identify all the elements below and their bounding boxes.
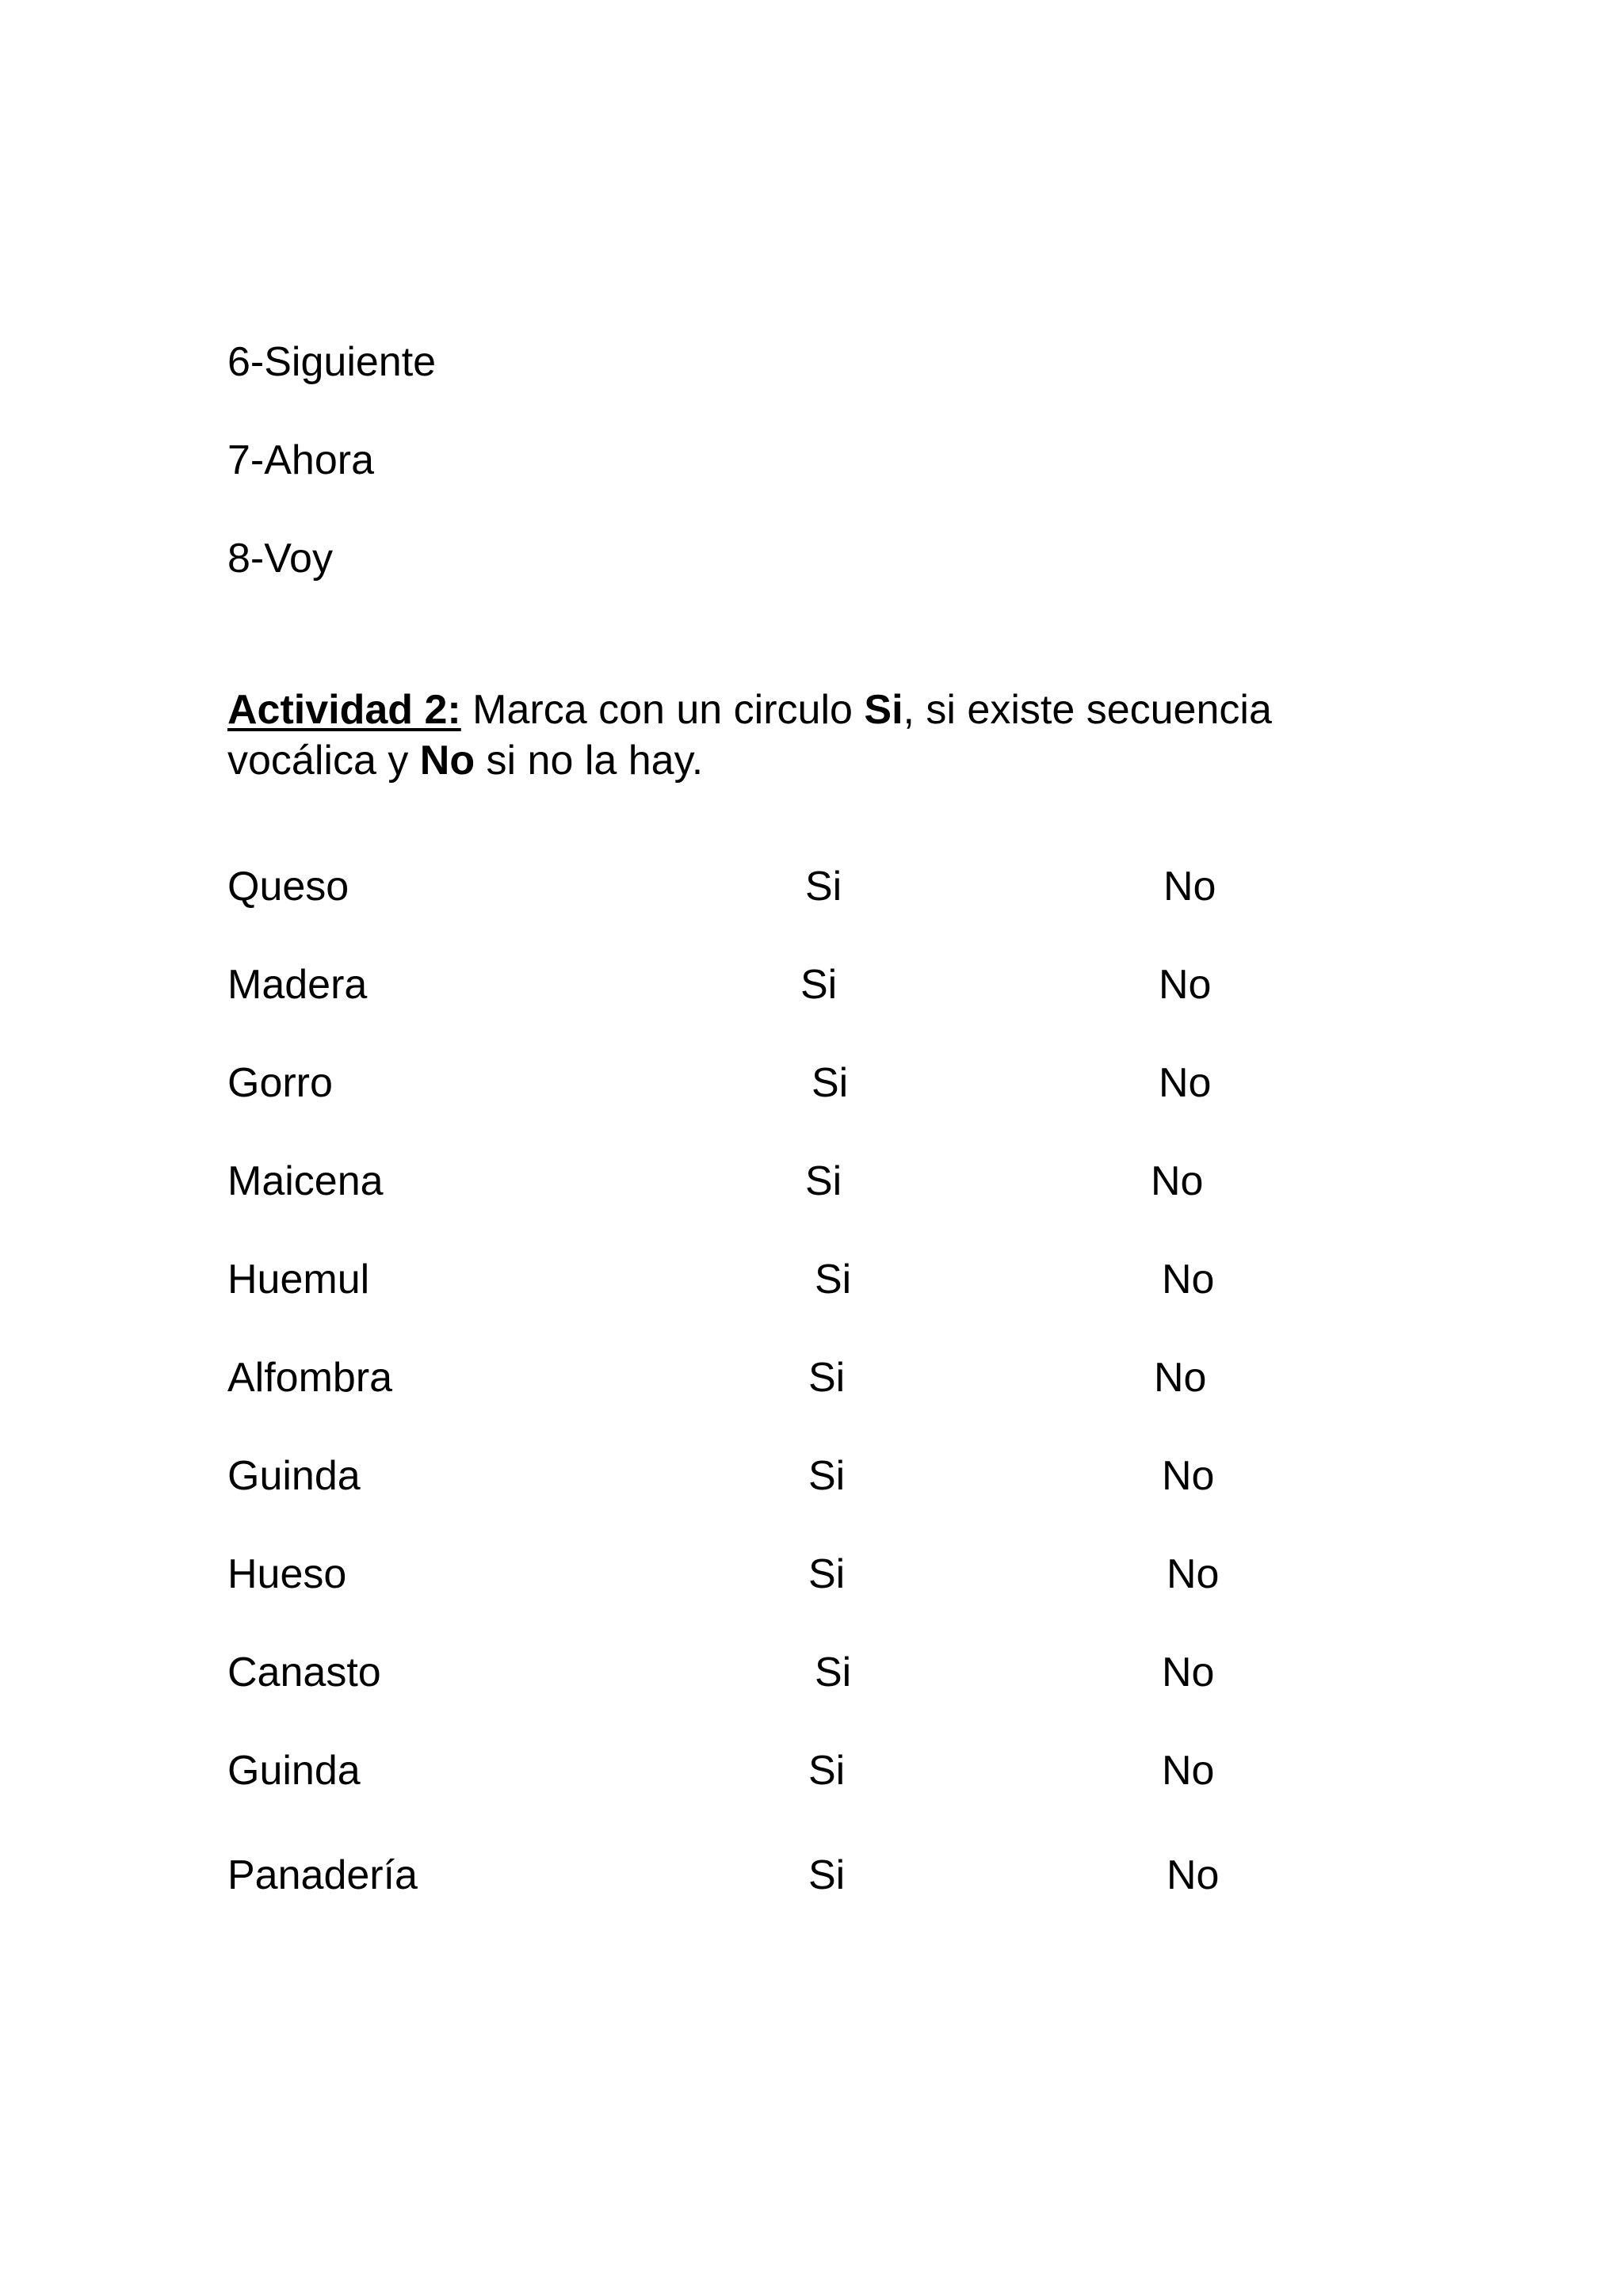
row-word: Madera [227, 962, 368, 1008]
row-word: Huemul [227, 1257, 370, 1302]
answer-row [0, 1255, 1623, 1304]
list-item-6: 6-Siguiente [227, 339, 437, 385]
answer-row [0, 1058, 1623, 1108]
row-word: Hueso [227, 1551, 347, 1597]
row-word: Canasto [227, 1650, 381, 1695]
si-option[interactable]: Si [808, 1748, 846, 1794]
activity-text-3: si no la hay. [475, 738, 704, 784]
si-option[interactable]: Si [812, 1060, 849, 1106]
si-option[interactable]: Si [815, 1257, 852, 1302]
answer-row [0, 1851, 1623, 1900]
si-option[interactable]: Si [808, 1551, 846, 1597]
answer-row [0, 1451, 1623, 1501]
activity-no-word: No [419, 738, 475, 784]
answer-row [0, 1550, 1623, 1599]
no-option[interactable]: No [1154, 1355, 1207, 1401]
no-option[interactable]: No [1167, 1551, 1220, 1597]
no-option[interactable]: No [1159, 962, 1212, 1008]
activity-si-word: Si [864, 687, 903, 733]
answer-row [0, 960, 1623, 1009]
activity-text-1: Marca con un circulo [460, 687, 865, 733]
row-word: Queso [227, 864, 349, 910]
answer-row [0, 862, 1623, 911]
row-word: Guinda [227, 1748, 361, 1794]
no-option[interactable]: No [1159, 1060, 1212, 1106]
row-word: Maicena [227, 1158, 384, 1204]
si-option[interactable]: Si [815, 1650, 852, 1695]
si-option[interactable]: Si [808, 1355, 846, 1401]
no-option[interactable]: No [1162, 1257, 1215, 1302]
no-option[interactable]: No [1162, 1650, 1215, 1695]
no-option[interactable]: No [1163, 864, 1216, 910]
row-word: Alfombra [227, 1355, 393, 1401]
activity-text-2: , si existe secuencia vocálica y [227, 687, 1272, 784]
activity-label: Actividad 2: [227, 687, 461, 733]
si-option[interactable]: Si [800, 962, 838, 1008]
no-option[interactable]: No [1162, 1748, 1215, 1794]
row-word: Gorro [227, 1060, 333, 1106]
answer-row [0, 1157, 1623, 1206]
activity-instructions [227, 685, 1416, 786]
no-option[interactable]: No [1151, 1158, 1204, 1204]
si-option[interactable]: Si [808, 1852, 846, 1898]
si-option[interactable]: Si [805, 864, 842, 910]
answer-row [0, 1648, 1623, 1697]
list-item-8: 8-Voy [227, 536, 333, 582]
si-option[interactable]: Si [808, 1453, 846, 1499]
list-item-7: 7-Ahora [227, 437, 374, 483]
no-option[interactable]: No [1167, 1852, 1220, 1898]
no-option[interactable]: No [1162, 1453, 1215, 1499]
answer-row [0, 1746, 1623, 1795]
row-word: Panadería [227, 1852, 418, 1898]
si-option[interactable]: Si [805, 1158, 842, 1204]
row-word: Guinda [227, 1453, 361, 1499]
answer-row [0, 1353, 1623, 1402]
